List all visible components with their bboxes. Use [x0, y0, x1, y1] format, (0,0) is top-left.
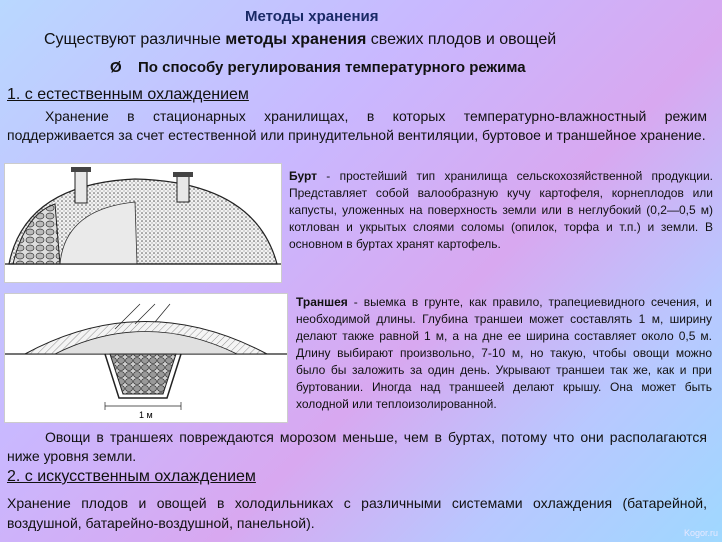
trench-dimension-label: 1 м	[139, 410, 153, 420]
page-title: Методы хранения	[245, 8, 379, 25]
burt-illustration	[4, 163, 282, 283]
bullet-text: По способу регулирования температурного режима	[138, 59, 526, 76]
section2-heading: 2. с искусственным охлаждением	[7, 468, 256, 485]
section1-paragraph: Хранение в стационарных хранилищах, в которых температурно-влажностный режим поддерживается за счет естественной или принудительной вентиляции, буртовое и траншейное хранение.	[7, 108, 707, 143]
burt-term: Бурт	[289, 169, 318, 183]
trench-term: Траншея	[296, 295, 348, 309]
watermark: Kogor.ru	[683, 528, 718, 538]
burt-description	[289, 168, 713, 253]
subtitle-before: Существуют различные	[44, 31, 226, 48]
subtitle	[44, 31, 556, 49]
trench-note: Овощи в траншеях повреждаются морозом меньше, чем в буртах, потому что они располагаются ниже уровня земли.	[7, 429, 707, 464]
subtitle-bold: методы хранения	[225, 31, 367, 48]
arrow-bullet-icon: Ø	[110, 59, 122, 76]
trench-description	[296, 294, 712, 413]
section1-heading: 1. с естественным охлаждением	[7, 86, 249, 103]
bullet-heading	[110, 59, 526, 76]
subtitle-after: свежих плодов и овощей	[366, 31, 557, 48]
trench-text: - выемка в грунте, как правило, трапециевидного сечения, и необходимой длины. Глубина траншеи может составлять 1 м, ширину делают также равной 1 м, а на дне ее ширина составляет около 0,5 м. Длину выбирают произвольно, 7-10 м, но такую, чтобы овощи можно было бы заложить за один день. Укрывают траншеи так же, как и при буртовании. Иногда над траншеей делают крышу. Она может быть холодной или теплоизолированной.	[296, 295, 712, 411]
trench-illustration	[4, 293, 288, 423]
burt-text: - простейший тип хранилища сельскохозяйственной продукции. Представляет собой валообразную кучу картофеля, корнеплодов или капусты, уложенных на поверхность земли или в неглубокий (0,2—0,5 м) котлован и укрытых слоями соломы (опилок, торфа и т.п.) и земли. В основном в буртах хранят картофель.	[289, 169, 713, 251]
section2-paragraph: Хранение плодов и овощей в холодильниках с различными системами охлаждения (батарейной, воздушной, батарейно-воздушной, панельной).	[7, 495, 707, 531]
